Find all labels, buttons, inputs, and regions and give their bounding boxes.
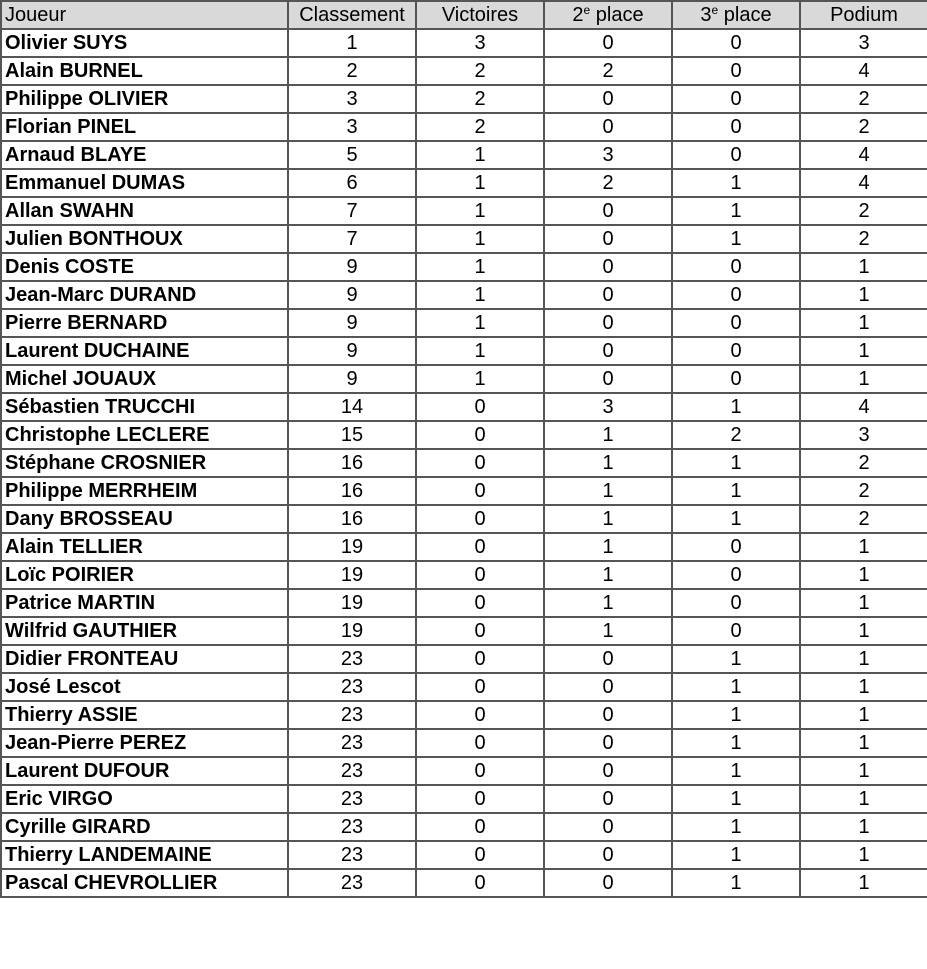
- cell-podium: 1: [800, 645, 927, 673]
- cell-third-place: 0: [672, 617, 800, 645]
- cell-wins: 1: [416, 365, 544, 393]
- cell-second-place: 0: [544, 785, 672, 813]
- table-row: [1, 141, 927, 169]
- cell-podium: 2: [800, 505, 927, 533]
- table-row: [1, 617, 927, 645]
- table-row: [1, 337, 927, 365]
- cell-podium: 3: [800, 29, 927, 57]
- cell-player: Jean-Pierre PEREZ: [1, 729, 288, 757]
- cell-podium: 1: [800, 337, 927, 365]
- cell-podium: 3: [800, 421, 927, 449]
- cell-rank: 15: [288, 421, 416, 449]
- cell-third-place: 0: [672, 253, 800, 281]
- table-row: [1, 309, 927, 337]
- cell-third-place: 0: [672, 533, 800, 561]
- cell-rank: 23: [288, 785, 416, 813]
- table-row: [1, 365, 927, 393]
- cell-wins: 1: [416, 309, 544, 337]
- cell-second-place: 1: [544, 505, 672, 533]
- cell-rank: 19: [288, 561, 416, 589]
- cell-player: Pascal CHEVROLLIER: [1, 869, 288, 897]
- cell-player: Loïc POIRIER: [1, 561, 288, 589]
- cell-rank: 19: [288, 617, 416, 645]
- cell-podium: 1: [800, 841, 927, 869]
- cell-player: Thierry ASSIE: [1, 701, 288, 729]
- cell-third-place: 1: [672, 197, 800, 225]
- cell-podium: 2: [800, 225, 927, 253]
- cell-podium: 1: [800, 617, 927, 645]
- table-row: [1, 645, 927, 673]
- cell-rank: 14: [288, 393, 416, 421]
- cell-second-place: 0: [544, 673, 672, 701]
- cell-wins: 1: [416, 337, 544, 365]
- cell-rank: 23: [288, 645, 416, 673]
- header-third-sup: e: [711, 3, 719, 17]
- cell-second-place: 1: [544, 617, 672, 645]
- cell-third-place: 1: [672, 225, 800, 253]
- cell-podium: 2: [800, 197, 927, 225]
- cell-podium: 2: [800, 477, 927, 505]
- cell-third-place: 0: [672, 309, 800, 337]
- cell-player: Wilfrid GAUTHIER: [1, 617, 288, 645]
- cell-second-place: 1: [544, 421, 672, 449]
- cell-rank: 3: [288, 85, 416, 113]
- header-wins: Victoires: [416, 1, 544, 29]
- cell-second-place: 0: [544, 225, 672, 253]
- table-row: [1, 449, 927, 477]
- cell-podium: 1: [800, 561, 927, 589]
- table-row: [1, 673, 927, 701]
- cell-rank: 1: [288, 29, 416, 57]
- cell-player: Sébastien TRUCCHI: [1, 393, 288, 421]
- cell-rank: 23: [288, 757, 416, 785]
- cell-player: Philippe MERRHEIM: [1, 477, 288, 505]
- cell-wins: 0: [416, 449, 544, 477]
- cell-third-place: 0: [672, 141, 800, 169]
- cell-second-place: 0: [544, 197, 672, 225]
- table-row: [1, 85, 927, 113]
- cell-third-place: 0: [672, 85, 800, 113]
- cell-third-place: 2: [672, 421, 800, 449]
- table-row: [1, 477, 927, 505]
- cell-wins: 2: [416, 57, 544, 85]
- cell-wins: 0: [416, 645, 544, 673]
- cell-second-place: 0: [544, 113, 672, 141]
- cell-podium: 1: [800, 701, 927, 729]
- cell-wins: 1: [416, 197, 544, 225]
- cell-player: Philippe OLIVIER: [1, 85, 288, 113]
- header-row: [1, 1, 927, 29]
- cell-podium: 1: [800, 533, 927, 561]
- cell-podium: 1: [800, 757, 927, 785]
- table-row: [1, 197, 927, 225]
- cell-rank: 23: [288, 729, 416, 757]
- cell-podium: 1: [800, 281, 927, 309]
- cell-player: Thierry LANDEMAINE: [1, 841, 288, 869]
- cell-wins: 0: [416, 841, 544, 869]
- cell-second-place: 1: [544, 449, 672, 477]
- header-second-num: 2: [572, 4, 584, 26]
- cell-podium: 1: [800, 589, 927, 617]
- header-second-sup: e: [583, 3, 591, 17]
- cell-wins: 1: [416, 141, 544, 169]
- cell-podium: 4: [800, 57, 927, 85]
- cell-wins: 0: [416, 533, 544, 561]
- cell-second-place: 1: [544, 561, 672, 589]
- cell-wins: 0: [416, 505, 544, 533]
- cell-second-place: 0: [544, 29, 672, 57]
- cell-second-place: 2: [544, 169, 672, 197]
- cell-player: Eric VIRGO: [1, 785, 288, 813]
- table-row: [1, 589, 927, 617]
- table-row: [1, 421, 927, 449]
- cell-podium: 1: [800, 673, 927, 701]
- cell-wins: 3: [416, 29, 544, 57]
- cell-rank: 9: [288, 309, 416, 337]
- cell-player: Pierre BERNARD: [1, 309, 288, 337]
- cell-podium: 2: [800, 449, 927, 477]
- cell-podium: 1: [800, 869, 927, 897]
- table-row: [1, 393, 927, 421]
- cell-wins: 0: [416, 869, 544, 897]
- cell-third-place: 0: [672, 281, 800, 309]
- cell-third-place: 1: [672, 701, 800, 729]
- table-row: [1, 813, 927, 841]
- cell-rank: 16: [288, 477, 416, 505]
- table-row: [1, 29, 927, 57]
- cell-wins: 2: [416, 113, 544, 141]
- cell-second-place: 1: [544, 533, 672, 561]
- table-row: [1, 561, 927, 589]
- cell-third-place: 1: [672, 449, 800, 477]
- cell-podium: 1: [800, 365, 927, 393]
- cell-third-place: 1: [672, 673, 800, 701]
- cell-third-place: 1: [672, 757, 800, 785]
- cell-rank: 3: [288, 113, 416, 141]
- cell-third-place: 0: [672, 589, 800, 617]
- cell-second-place: 0: [544, 253, 672, 281]
- cell-second-place: 3: [544, 393, 672, 421]
- cell-rank: 7: [288, 225, 416, 253]
- table-row: [1, 757, 927, 785]
- cell-rank: 23: [288, 673, 416, 701]
- table-row: [1, 169, 927, 197]
- cell-rank: 19: [288, 533, 416, 561]
- cell-third-place: 1: [672, 729, 800, 757]
- cell-wins: 1: [416, 253, 544, 281]
- table-row: [1, 225, 927, 253]
- cell-third-place: 1: [672, 169, 800, 197]
- cell-third-place: 0: [672, 365, 800, 393]
- cell-player: Patrice MARTIN: [1, 589, 288, 617]
- cell-podium: 2: [800, 113, 927, 141]
- cell-wins: 0: [416, 617, 544, 645]
- cell-second-place: 0: [544, 337, 672, 365]
- cell-second-place: 0: [544, 645, 672, 673]
- cell-podium: 1: [800, 813, 927, 841]
- cell-wins: 2: [416, 85, 544, 113]
- cell-podium: 1: [800, 729, 927, 757]
- cell-rank: 9: [288, 281, 416, 309]
- cell-rank: 23: [288, 841, 416, 869]
- cell-player: Allan SWAHN: [1, 197, 288, 225]
- table-row: [1, 785, 927, 813]
- cell-rank: 2: [288, 57, 416, 85]
- table-row: [1, 253, 927, 281]
- cell-wins: 0: [416, 673, 544, 701]
- cell-rank: 23: [288, 701, 416, 729]
- cell-wins: 1: [416, 281, 544, 309]
- cell-wins: 0: [416, 813, 544, 841]
- cell-wins: 1: [416, 169, 544, 197]
- cell-second-place: 0: [544, 757, 672, 785]
- cell-player: Florian PINEL: [1, 113, 288, 141]
- cell-third-place: 0: [672, 337, 800, 365]
- cell-wins: 0: [416, 701, 544, 729]
- cell-wins: 0: [416, 393, 544, 421]
- cell-player: Julien BONTHOUX: [1, 225, 288, 253]
- cell-third-place: 1: [672, 869, 800, 897]
- cell-second-place: 0: [544, 841, 672, 869]
- cell-rank: 5: [288, 141, 416, 169]
- cell-third-place: 1: [672, 785, 800, 813]
- cell-third-place: 0: [672, 57, 800, 85]
- table-body: [1, 29, 927, 897]
- cell-third-place: 1: [672, 393, 800, 421]
- cell-player: Alain BURNEL: [1, 57, 288, 85]
- cell-third-place: 1: [672, 841, 800, 869]
- cell-third-place: 1: [672, 477, 800, 505]
- cell-wins: 1: [416, 225, 544, 253]
- cell-wins: 0: [416, 757, 544, 785]
- cell-second-place: 0: [544, 309, 672, 337]
- cell-player: Dany BROSSEAU: [1, 505, 288, 533]
- header-rank: Classement: [288, 1, 416, 29]
- table-row: [1, 729, 927, 757]
- cell-second-place: 2: [544, 57, 672, 85]
- cell-third-place: 0: [672, 561, 800, 589]
- cell-player: Arnaud BLAYE: [1, 141, 288, 169]
- cell-player: Laurent DUCHAINE: [1, 337, 288, 365]
- cell-player: Olivier SUYS: [1, 29, 288, 57]
- cell-player: Cyrille GIRARD: [1, 813, 288, 841]
- cell-podium: 4: [800, 393, 927, 421]
- cell-wins: 0: [416, 589, 544, 617]
- header-third-word: place: [718, 4, 772, 26]
- cell-podium: 1: [800, 309, 927, 337]
- cell-second-place: 0: [544, 365, 672, 393]
- header-podium: Podium: [800, 1, 927, 29]
- cell-rank: 23: [288, 813, 416, 841]
- cell-rank: 9: [288, 253, 416, 281]
- cell-second-place: 1: [544, 477, 672, 505]
- cell-wins: 0: [416, 729, 544, 757]
- cell-rank: 19: [288, 589, 416, 617]
- cell-second-place: 0: [544, 729, 672, 757]
- cell-third-place: 0: [672, 29, 800, 57]
- cell-rank: 6: [288, 169, 416, 197]
- table-row: [1, 533, 927, 561]
- cell-second-place: 1: [544, 589, 672, 617]
- header-player: Joueur: [1, 1, 288, 29]
- cell-player: José Lescot: [1, 673, 288, 701]
- cell-second-place: 0: [544, 281, 672, 309]
- cell-rank: 23: [288, 869, 416, 897]
- table-row: [1, 841, 927, 869]
- cell-rank: 16: [288, 449, 416, 477]
- cell-second-place: 0: [544, 701, 672, 729]
- cell-podium: 1: [800, 785, 927, 813]
- cell-third-place: 0: [672, 113, 800, 141]
- cell-player: Stéphane CROSNIER: [1, 449, 288, 477]
- cell-podium: 1: [800, 253, 927, 281]
- cell-third-place: 1: [672, 813, 800, 841]
- header-second-place: [544, 1, 672, 29]
- cell-third-place: 1: [672, 505, 800, 533]
- table-row: [1, 701, 927, 729]
- header-third-place: [672, 1, 800, 29]
- cell-wins: 0: [416, 477, 544, 505]
- cell-player: Jean-Marc DURAND: [1, 281, 288, 309]
- table-row: [1, 869, 927, 897]
- cell-player: Alain TELLIER: [1, 533, 288, 561]
- cell-podium: 2: [800, 85, 927, 113]
- cell-wins: 0: [416, 785, 544, 813]
- header-second-word: place: [590, 4, 644, 26]
- cell-player: Denis COSTE: [1, 253, 288, 281]
- cell-wins: 0: [416, 561, 544, 589]
- cell-rank: 16: [288, 505, 416, 533]
- cell-second-place: 0: [544, 869, 672, 897]
- cell-rank: 9: [288, 337, 416, 365]
- cell-rank: 9: [288, 365, 416, 393]
- cell-podium: 4: [800, 141, 927, 169]
- cell-player: Christophe LECLERE: [1, 421, 288, 449]
- cell-player: Emmanuel DUMAS: [1, 169, 288, 197]
- table-row: [1, 281, 927, 309]
- cell-player: Laurent DUFOUR: [1, 757, 288, 785]
- cell-second-place: 0: [544, 813, 672, 841]
- table-row: [1, 113, 927, 141]
- header-third-num: 3: [700, 4, 712, 26]
- cell-wins: 0: [416, 421, 544, 449]
- cell-podium: 4: [800, 169, 927, 197]
- cell-rank: 7: [288, 197, 416, 225]
- cell-second-place: 3: [544, 141, 672, 169]
- table-row: [1, 505, 927, 533]
- table-header: [1, 1, 927, 29]
- cell-third-place: 1: [672, 645, 800, 673]
- cell-player: Michel JOUAUX: [1, 365, 288, 393]
- cell-second-place: 0: [544, 85, 672, 113]
- cell-player: Didier FRONTEAU: [1, 645, 288, 673]
- table-row: [1, 57, 927, 85]
